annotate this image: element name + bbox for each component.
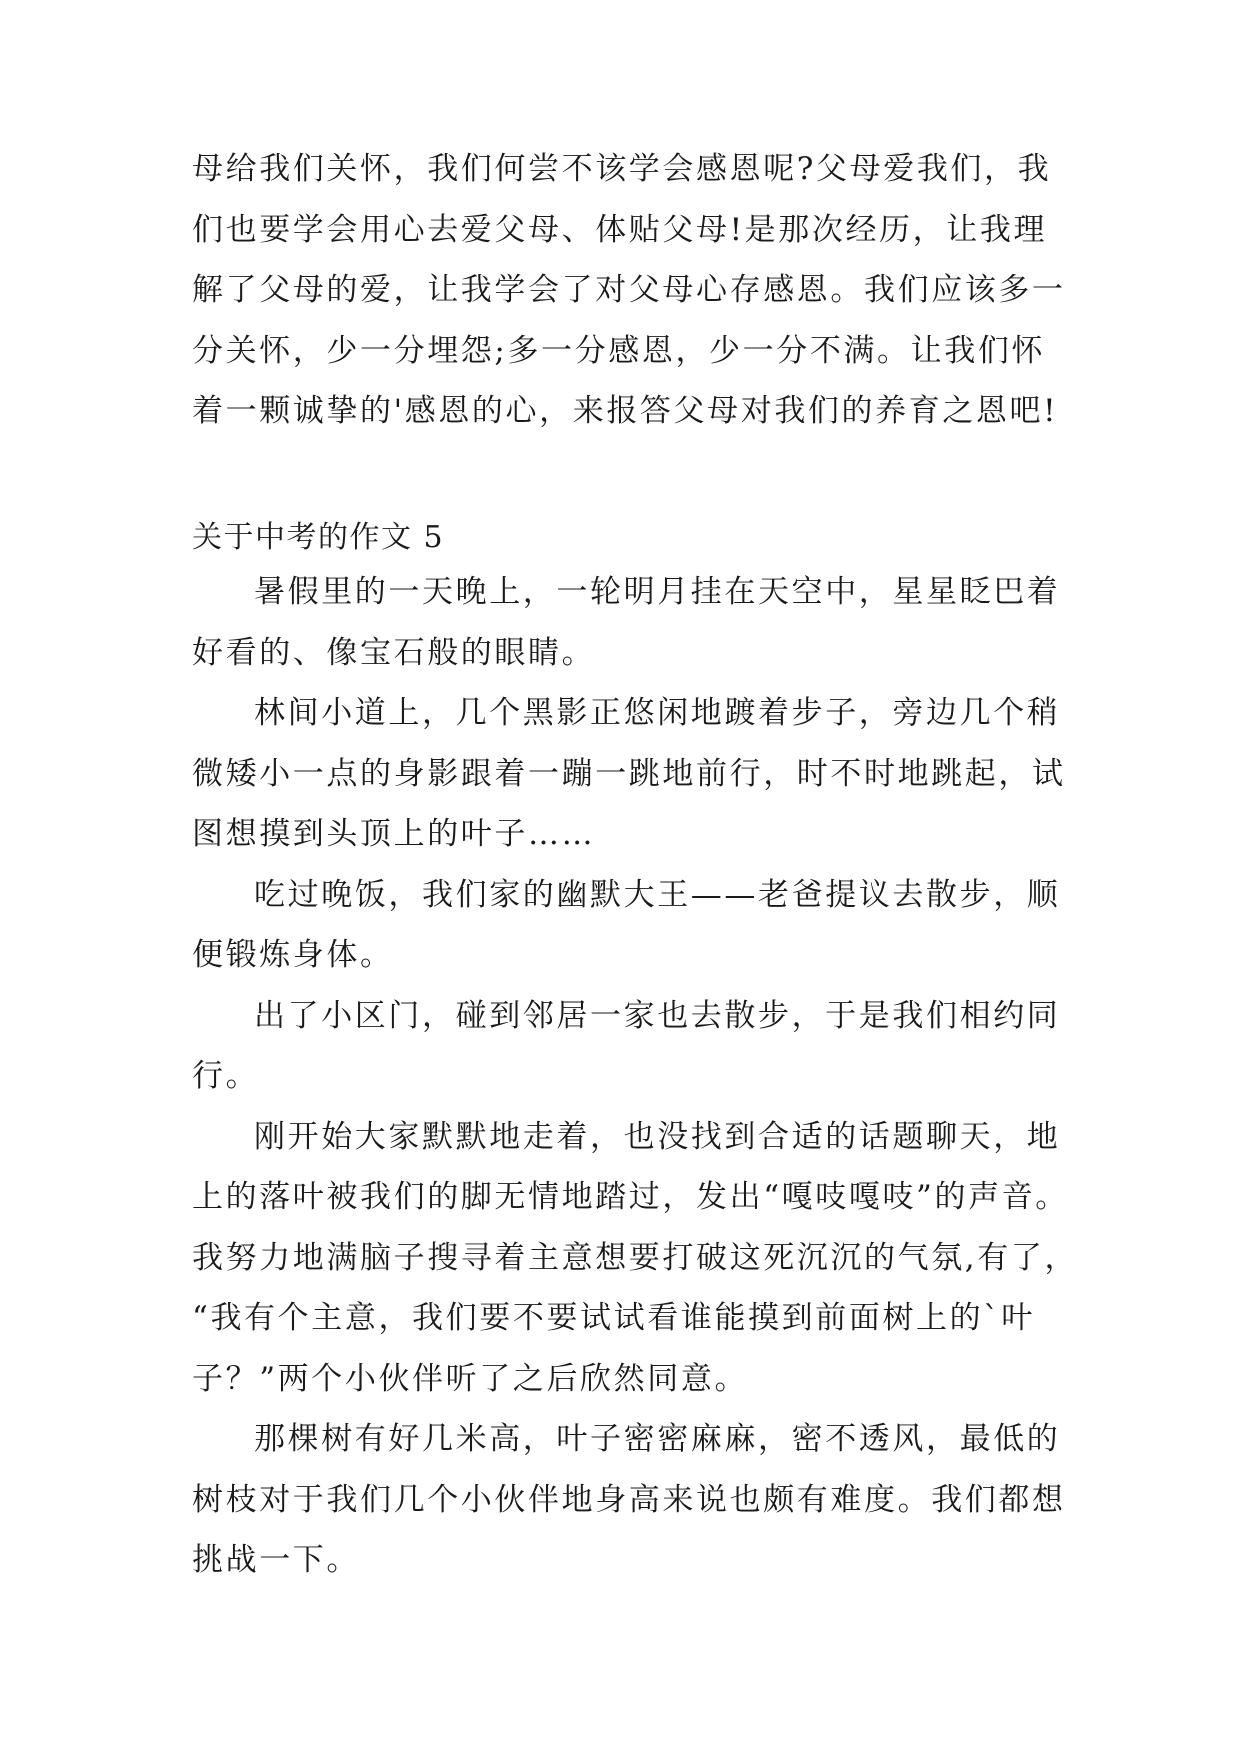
text-line: 行。 (192, 1058, 260, 1094)
text-line: 刚开始大家默默地走着，也没找到合适的话题聊天，地 (254, 1118, 1061, 1155)
text-line: 好看的、像宝石般的眼睛。 (192, 634, 596, 671)
text-line: 挑战一下。 (192, 1542, 360, 1578)
text-line: 林间小道上，几个黑影正悠闲地踱着步子，旁边几个稍 (254, 695, 1061, 731)
section-title: 关于中考的作文 5 (192, 520, 445, 555)
text-line: 微矮小一点的身影跟着一蹦一跳地前行，时不时地跳起，试 (192, 755, 1066, 792)
text-line: 上的落叶被我们的脚无情地踏过，发出“嘎吱嘎吱”的声音。 (192, 1179, 1069, 1215)
text-line: 图想摸到头顶上的叶子…… (192, 816, 596, 852)
text-line: 那棵树有好几米高，叶子密密麻麻，密不透风，最低的 (254, 1421, 1061, 1457)
essay-body (192, 562, 1079, 1591)
text-line: 树枝对于我们几个小伙伴地身高来说也颇有难度。我们都想 (192, 1481, 1066, 1518)
text-line: “我有个主意，我们要不要试试看谁能摸到前面树上的`叶 (192, 1300, 1035, 1336)
text-line: 吃过晚饭，我们家的幽默大王——老爸提议去散步，顺 (254, 876, 1061, 913)
text-line: 们也要学会用心去爱父母、体贴父母!是那次经历，让我理 (192, 211, 1048, 248)
text-line: 解了父母的爱，让我学会了对父母心存感恩。我们应该多一 (192, 272, 1066, 308)
text-line: 分关怀，少一分埋怨;多一分感恩，少一分不满。让我们怀 (192, 332, 1046, 369)
text-line: 子？”两个小伙伴听了之后欣然同意。 (192, 1360, 749, 1397)
text-line: 暑假里的一天晚上，一轮明月挂在天空中，星星眨巴着 (254, 574, 1061, 610)
intro-paragraph (192, 139, 1066, 442)
text-line: 着一颗诚挚的'感恩的心，来报答父母对我们的养育之恩吧! (192, 393, 1059, 429)
text-line: 便锻炼身体。 (192, 937, 394, 973)
text-line: 我努力地满脑子搜寻着主意想要打破这死沉沉的气氛,有了， (192, 1239, 1079, 1276)
text-line: 出了小区门，碰到邻居一家也去散步，于是我们相约同 (254, 997, 1061, 1034)
text-line: 母给我们关怀，我们何尝不该学会感恩呢?父母爱我们，我 (192, 151, 1052, 187)
